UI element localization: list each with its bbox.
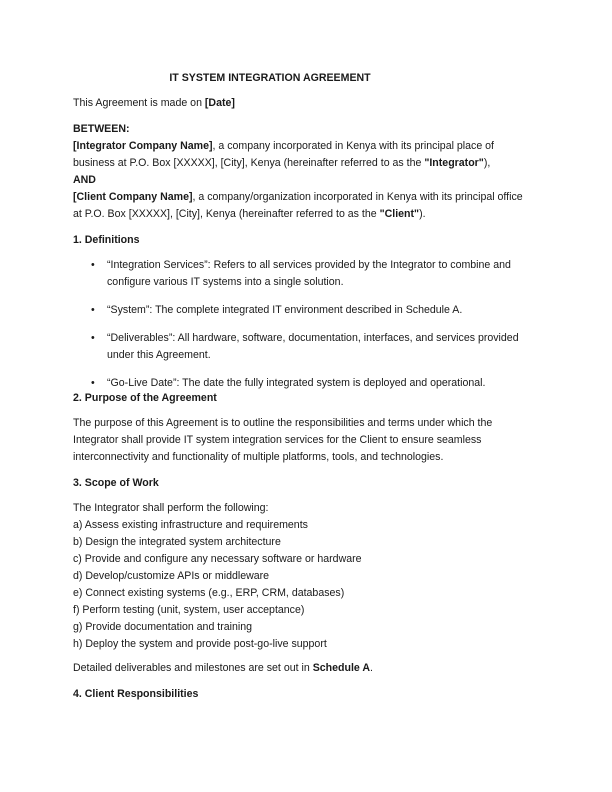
list-item: a) Assess existing infrastructure and requirements: [73, 519, 308, 531]
party1-text-a: , a company incorporated in Kenya with its principal place of: [212, 140, 494, 152]
party1-ref: "Integrator": [424, 157, 484, 169]
list-item: [91, 302, 546, 319]
bullet-icon: •: [91, 332, 95, 344]
party2-text-b: at P.O. Box [XXXXX], [City], Kenya (hereinafter referred to as the: [73, 208, 380, 220]
party2-name: [Client Company Name]: [73, 191, 193, 203]
purpose-paragraph: [73, 415, 543, 466]
schedule-a-ref: Schedule A: [312, 662, 370, 674]
list-item: [91, 330, 546, 364]
party2-line2: [73, 206, 543, 223]
list-item: h) Deploy the system and provide post-go-live support: [73, 638, 327, 650]
bullet-icon: •: [91, 259, 95, 271]
scope-intro: The Integrator shall perform the following:: [73, 502, 269, 514]
section-1-heading: 1. Definitions: [73, 234, 140, 246]
scope-list: [73, 500, 543, 653]
schedule-note: [73, 660, 543, 677]
party1-end: ),: [483, 157, 491, 169]
definitions-list: [91, 257, 546, 392]
definition-line: “Integration Services”: Refers to all services provided by the Integrator to combine and: [107, 259, 511, 271]
document-title: IT SYSTEM INTEGRATION AGREEMENT: [169, 72, 371, 84]
list-item: f) Perform testing (unit, system, user acceptance): [73, 604, 305, 616]
definition-line: “System”: The complete integrated IT environment described in Schedule A.: [107, 304, 463, 316]
schedule-note-end: .: [370, 662, 373, 674]
list-item: g) Provide documentation and training: [73, 621, 253, 633]
definition-line: “Go-Live Date”: The date the fully integrated system is deployed and operational.: [107, 377, 486, 389]
schedule-note-text: Detailed deliverables and milestones are set out in: [73, 662, 313, 674]
party2-ref: "Client": [379, 208, 420, 220]
party2-line1: [73, 189, 543, 206]
party1-line2: [73, 155, 543, 172]
party1-line1: [73, 138, 543, 155]
party2-end: ).: [419, 208, 426, 220]
section-3-heading: 3. Scope of Work: [73, 477, 159, 489]
section-2-heading: 2. Purpose of the Agreement: [73, 392, 217, 404]
bullet-icon: •: [91, 304, 95, 316]
made-on-date: [Date]: [204, 97, 235, 109]
made-on-line: [73, 95, 543, 112]
and-label: AND: [73, 174, 96, 186]
party1-text-b: business at P.O. Box [XXXXX], [City], Kenya (hereinafter referred to as the: [73, 157, 425, 169]
list-item: c) Provide and configure any necessary software or hardware: [73, 553, 362, 565]
party1-name: [Integrator Company Name]: [73, 140, 213, 152]
section-4-heading: 4. Client Responsibilities: [73, 688, 199, 700]
list-item: [91, 257, 546, 291]
list-item: b) Design the integrated system architecture: [73, 536, 281, 548]
bullet-icon: •: [91, 377, 95, 389]
paragraph-line: The purpose of this Agreement is to outline the responsibilities and terms under which the: [73, 417, 493, 429]
paragraph-line: Integrator shall provide IT system integration services for the Client to ensure seamless: [73, 434, 482, 446]
definition-line: configure various IT systems into a single solution.: [107, 276, 344, 288]
list-item: d) Develop/customize APIs or middleware: [73, 570, 270, 582]
made-on-prefix: This Agreement is made on: [73, 97, 205, 109]
paragraph-line: interconnectivity and functionality of multiple platforms, tools, and technologies.: [73, 451, 444, 463]
between-label: BETWEEN:: [73, 123, 130, 135]
party2-text-a: , a company/organization incorporated in Kenya with its principal office: [192, 191, 523, 203]
list-item: e) Connect existing systems (e.g., ERP, CRM, databases): [73, 587, 345, 599]
definition-line: under this Agreement.: [107, 349, 211, 361]
definition-line: “Deliverables”: All hardware, software, documentation, interfaces, and services provided: [107, 332, 519, 344]
